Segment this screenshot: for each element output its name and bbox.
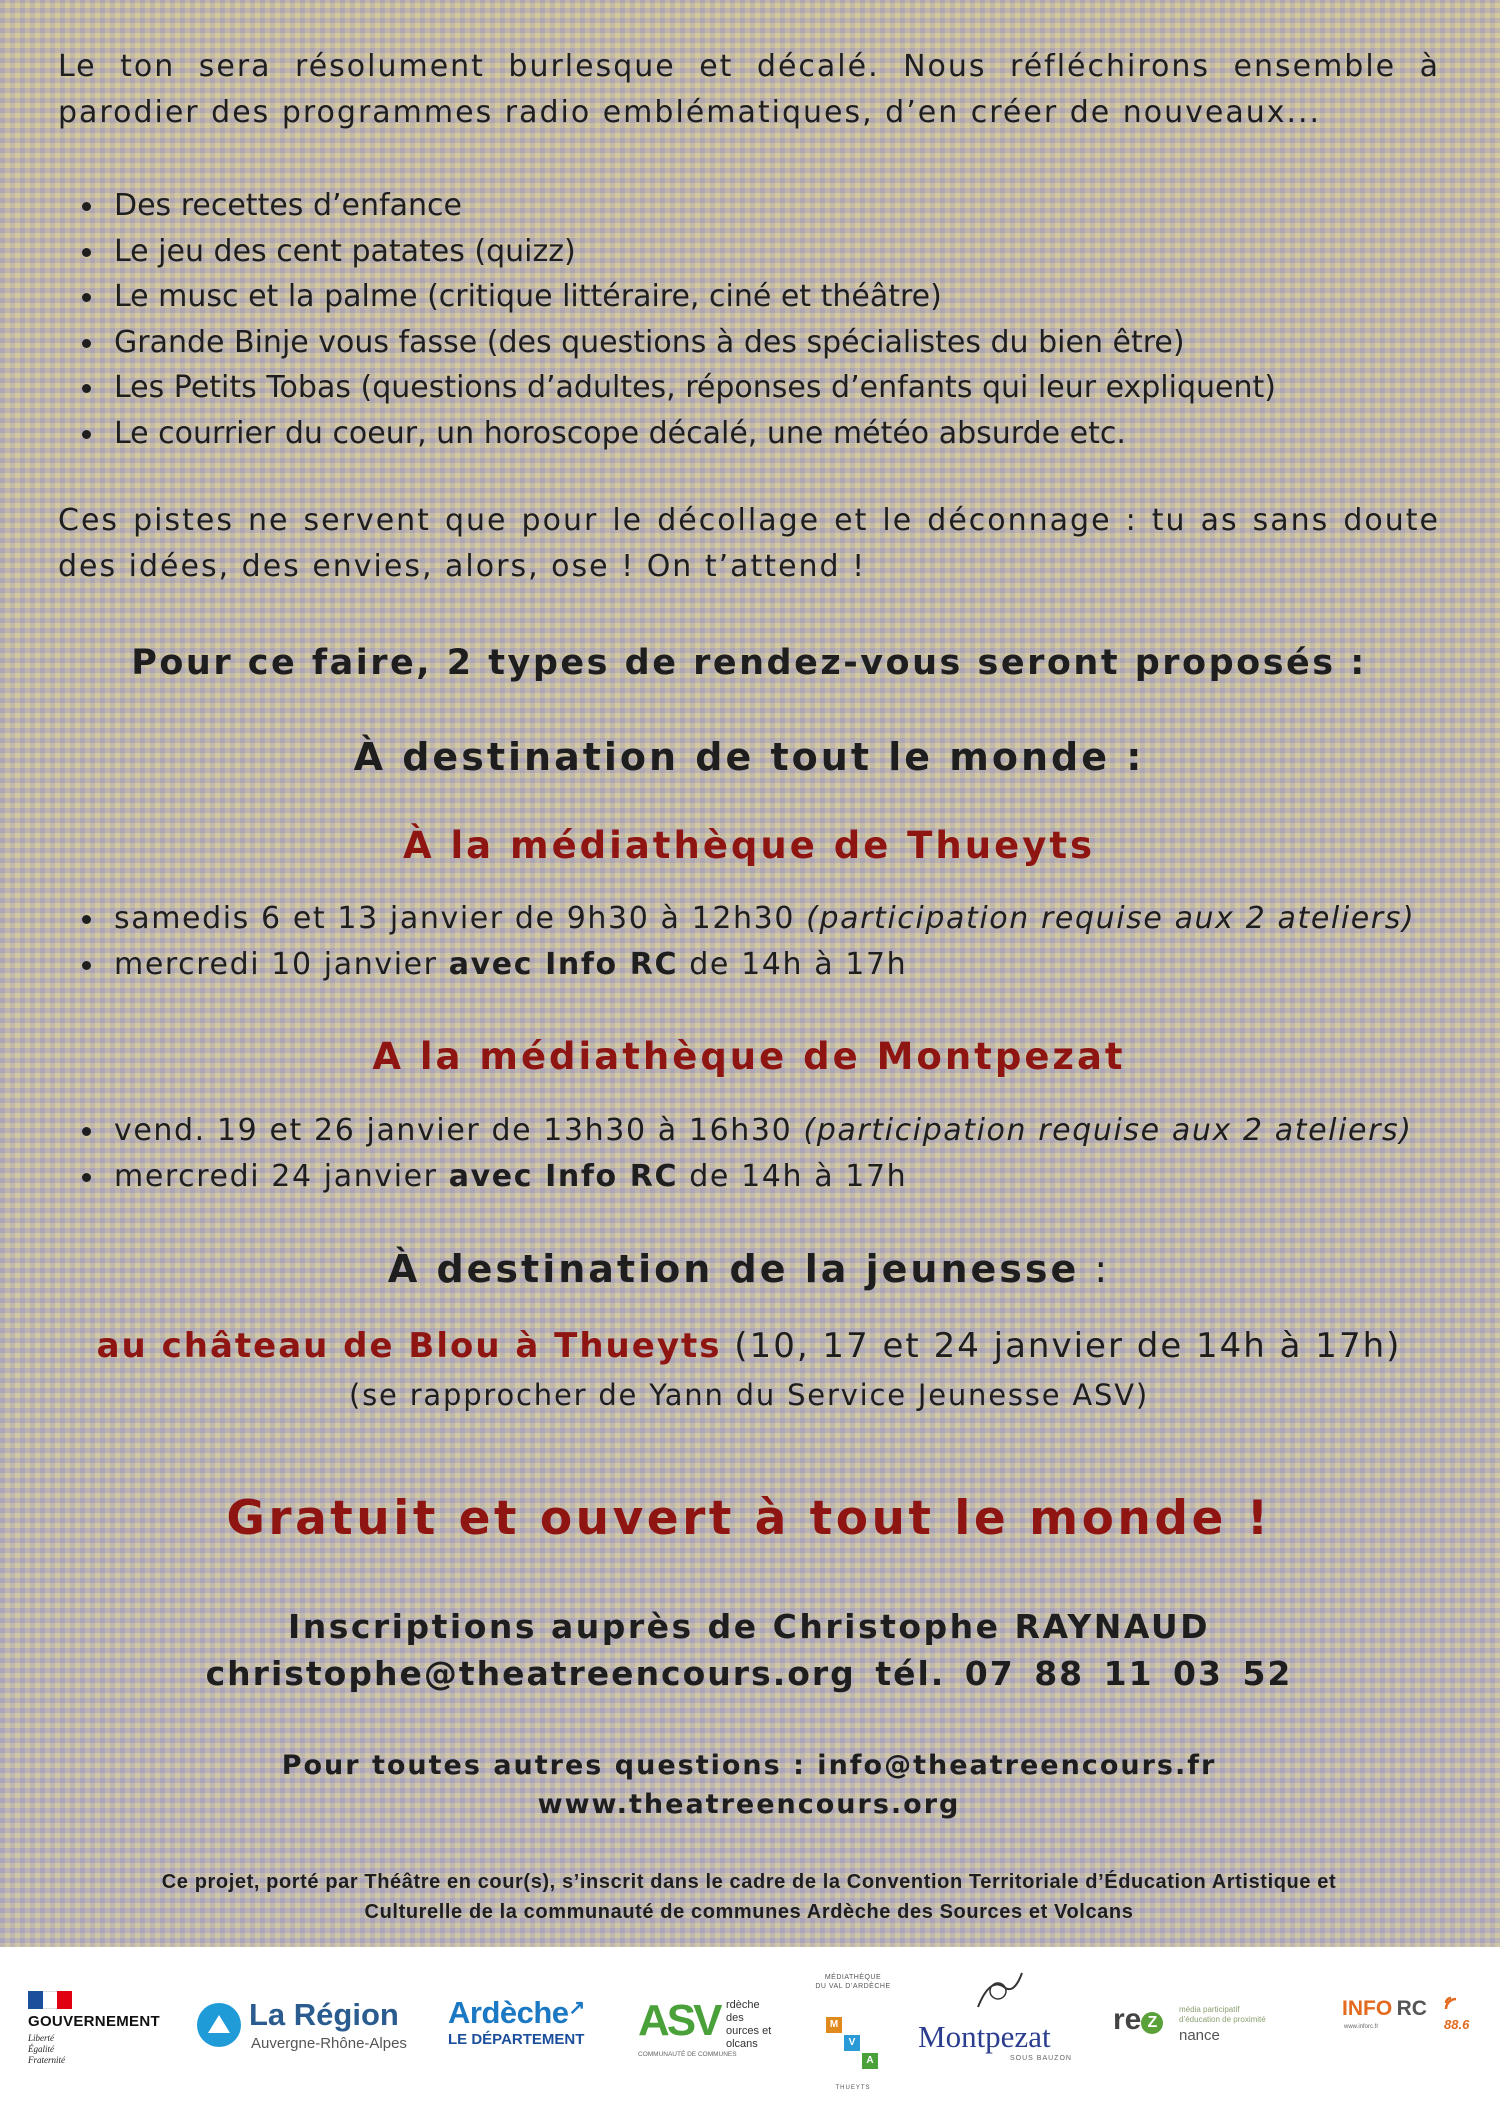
ardeche-name: Ardèche↗	[448, 1995, 585, 2030]
radio-waves-icon	[1442, 1991, 1468, 2013]
contact-phone: tél. 07 88 11 03 52	[875, 1654, 1293, 1693]
mva-a: A	[862, 2053, 878, 2069]
rezonance-b: nance	[1179, 2027, 1220, 2044]
list-item: Le musc et la palme (critique littéraire, ciné et théâtre)	[58, 274, 1276, 320]
session-note: (participation requise aux 2 ateliers)	[806, 901, 1416, 936]
jeunesse-dates: (10, 17 et 24 janvier de 14h à 17h)	[721, 1326, 1402, 1366]
mva-bottom: THUEYTS	[835, 2085, 871, 2091]
session-partner: avec Info RC	[448, 1158, 679, 1194]
inforc-url: www.inforc.fr	[1344, 2024, 1379, 2030]
jeunesse-place: au château de Blou à Thueyts	[96, 1326, 722, 1366]
projet-line-2: Culturelle de la communauté de communes Ardèche des Sources et Volcans	[364, 1901, 1134, 1923]
jeunesse-title: À destination de la jeunesse	[387, 1247, 1080, 1291]
list-item: Grande Binje vous fasse (des questions à des spécialistes du bien être)	[58, 320, 1276, 366]
montpezat-emblem-icon	[970, 1967, 1030, 2015]
session-text: vend. 19 et 26 janvier de 13h30 à 16h30	[114, 1113, 804, 1148]
session-text: samedis 6 et 13 janvier de 9h30 à 12h30	[114, 901, 807, 936]
mva-v: V	[844, 2035, 860, 2051]
intro-paragraph: Le ton sera résolument burlesque et décalé. Nous réfléchirons ensemble à parodier des programmes radio emblématiques, d’en créer de nouveaux...	[58, 49, 1440, 130]
mva-logo	[808, 1973, 898, 2097]
rezonance-logo	[1113, 2003, 1303, 2053]
list-item	[58, 942, 1415, 988]
montpezat-sub: SOUS BAUZON	[1010, 2055, 1072, 2062]
list-item: Le jeu des cent patates (quizz)	[58, 229, 1276, 275]
inforc-logo	[1342, 1997, 1482, 2057]
rezonance-z: Z	[1141, 2012, 1163, 2034]
session-text: mercredi 10 janvier	[114, 946, 449, 982]
list-item: Le courrier du coeur, un horoscope décalé, une météo absurde etc.	[58, 411, 1276, 457]
asv-mark: ASV	[638, 1996, 720, 2045]
session-time: de 14h à 17h	[678, 1158, 908, 1194]
projet-line-1: Ce projet, porté par Théâtre en cour(s), s’inscrit dans le cadre de la Convention Territoriale d’Éducation Artistique et	[161, 1871, 1337, 1893]
region-emblem-icon	[197, 2003, 241, 2047]
gratuit-banner: Gratuit et ouvert à tout le monde !	[226, 1491, 1272, 1546]
website-link[interactable]: www.theatreencours.org	[537, 1789, 961, 1820]
region-name: La Région	[249, 1997, 399, 2032]
inforc-a: INFO	[1342, 1997, 1393, 2020]
montpezat-name: Montpezat	[918, 2019, 1051, 2054]
thueyts-title: À la médiathèque de Thueyts	[402, 824, 1096, 867]
jeunesse-note: (se rapprocher de Yann du Service Jeunesse ASV)	[349, 1378, 1149, 1412]
asv-sub: COMMUNAUTÉ DE COMMUNES	[638, 2051, 737, 2058]
rezonance-a: re	[1113, 2003, 1142, 2036]
region-logo	[197, 1997, 427, 2057]
flag-icon	[28, 1991, 72, 2009]
jeunesse-place-line	[58, 1326, 1440, 1366]
inscriptions-contact	[58, 1654, 1440, 1693]
asv-logo	[638, 1997, 778, 2067]
gouvernement-logo	[28, 1991, 188, 2066]
gouv-motto: Liberté Égalité Fraternité	[28, 2033, 65, 2065]
gouv-name: GOUVERNEMENT	[28, 2013, 160, 2030]
session-note: (participation requise aux 2 ateliers)	[803, 1113, 1413, 1148]
contact-email[interactable]: christophe@theatreencours.org	[205, 1654, 856, 1693]
list-item	[58, 896, 1415, 942]
montpezat-sessions	[58, 1108, 1413, 1199]
jeunesse-heading	[58, 1247, 1440, 1291]
ardeche-sub: LE DÉPARTEMENT	[448, 2031, 585, 2048]
mva-top: MÉDIATHÈQUE DU VAL D’ARDÈCHE	[815, 1974, 891, 1990]
ardeche-logo	[448, 1995, 618, 2048]
mva-m: M	[826, 2017, 842, 2033]
thueyts-sessions	[58, 896, 1415, 987]
partner-logos	[0, 1947, 1500, 2123]
inforc-b: RC	[1396, 1997, 1427, 2020]
session-partner: avec Info RC	[448, 946, 679, 982]
inforc-freq: 88.6	[1444, 2017, 1470, 2032]
session-text: mercredi 24 janvier	[114, 1158, 449, 1194]
tout-le-monde-title: À destination de tout le monde :	[353, 735, 1145, 779]
asv-text: rdèche des ources et olcans	[726, 1999, 772, 2050]
pistes-paragraph: Ces pistes ne servent que pour le décollage et le déconnage : tu as sans doute des idées, des envies, alors, ose ! On t’attend !	[58, 503, 1440, 584]
list-item: Des recettes d’enfance	[58, 183, 1276, 229]
questions-line: Pour toutes autres questions : info@theatreencours.fr	[281, 1750, 1217, 1781]
programme-list	[58, 183, 1276, 456]
list-item	[58, 1154, 1413, 1200]
rezonance-tag: média participatif d’éducation de proximité	[1179, 2005, 1266, 2024]
montpezat-logo	[918, 1967, 1088, 2087]
region-sub: Auvergne-Rhône-Alpes	[251, 2035, 407, 2052]
list-item	[58, 1108, 1413, 1154]
inscriptions-title: Inscriptions auprès de Christophe RAYNAUD	[287, 1607, 1211, 1646]
montpezat-title: A la médiathèque de Montpezat	[372, 1035, 1126, 1078]
jeunesse-colon: :	[1079, 1247, 1111, 1291]
rdv-title: Pour ce faire, 2 types de rendez-vous seront proposés :	[131, 643, 1367, 683]
list-item: Les Petits Tobas (questions d’adultes, réponses d’enfants qui leur expliquent)	[58, 365, 1276, 411]
session-time: de 14h à 17h	[678, 946, 908, 982]
